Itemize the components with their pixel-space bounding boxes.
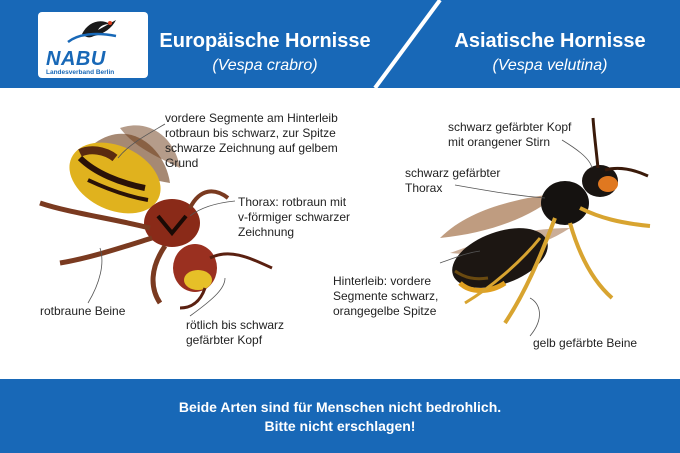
annotation-right-abdomen — [333, 274, 438, 319]
annotation-line: v-förmiger schwarzer — [238, 210, 351, 224]
footer-line2: Bitte nicht erschlagen! — [264, 418, 416, 434]
annotation-right-legs — [533, 336, 637, 351]
annotation-line: Thorax: rotbraun mit — [238, 195, 347, 209]
annotation-line: Thorax — [405, 181, 443, 195]
annotation-line: Hinterleib: vordere — [333, 274, 432, 288]
annotation-line: rotbraun bis schwarz, zur Spitze — [165, 126, 336, 140]
annotation-line: Segmente schwarz, — [333, 289, 439, 303]
annotation-line: mit orangener Stirn — [448, 135, 551, 149]
nabu-logo[interactable] — [38, 12, 148, 78]
annotation-line: gefärbter Kopf — [186, 333, 263, 347]
annotation-line: orangegelbe Spitze — [333, 304, 437, 318]
footer-line1: Beide Arten sind für Menschen nicht bedrohlich. — [178, 399, 502, 415]
annotation-left-thorax — [238, 195, 350, 240]
annotation-line: gelb gefärbte Beine — [533, 336, 638, 350]
annotation-left-abdomen — [165, 111, 338, 171]
annotation-line: rotbraune Beine — [40, 304, 126, 318]
footer-banner — [0, 379, 680, 453]
stork-icon — [38, 12, 148, 52]
right-subtitle: (Vespa velutina) — [492, 57, 608, 74]
logo-sub: Landesverband Berlin — [46, 69, 115, 76]
annotation-line: Grund — [165, 156, 199, 170]
annotation-line: schwarz gefärbter — [405, 166, 501, 180]
annotation-line: schwarze Zeichnung auf gelbem — [165, 141, 338, 155]
annotation-line: vordere Segmente am Hinterleib — [165, 111, 338, 125]
header-banner — [0, 0, 680, 88]
annotation-left-legs — [40, 304, 125, 319]
annotation-right-thorax — [405, 166, 500, 196]
left-title: Europäische Hornisse — [159, 30, 371, 52]
annotation-line: schwarz gefärbter Kopf — [448, 120, 572, 134]
right-title: Asiatische Hornisse — [454, 30, 646, 52]
annotation-right-head — [448, 120, 571, 150]
logo-name: NABU — [46, 48, 106, 70]
left-subtitle: (Vespa crabro) — [212, 57, 318, 74]
annotation-line: Zeichnung — [238, 225, 295, 239]
annotation-line: rötlich bis schwarz — [186, 318, 285, 332]
annotation-left-head — [186, 318, 284, 348]
